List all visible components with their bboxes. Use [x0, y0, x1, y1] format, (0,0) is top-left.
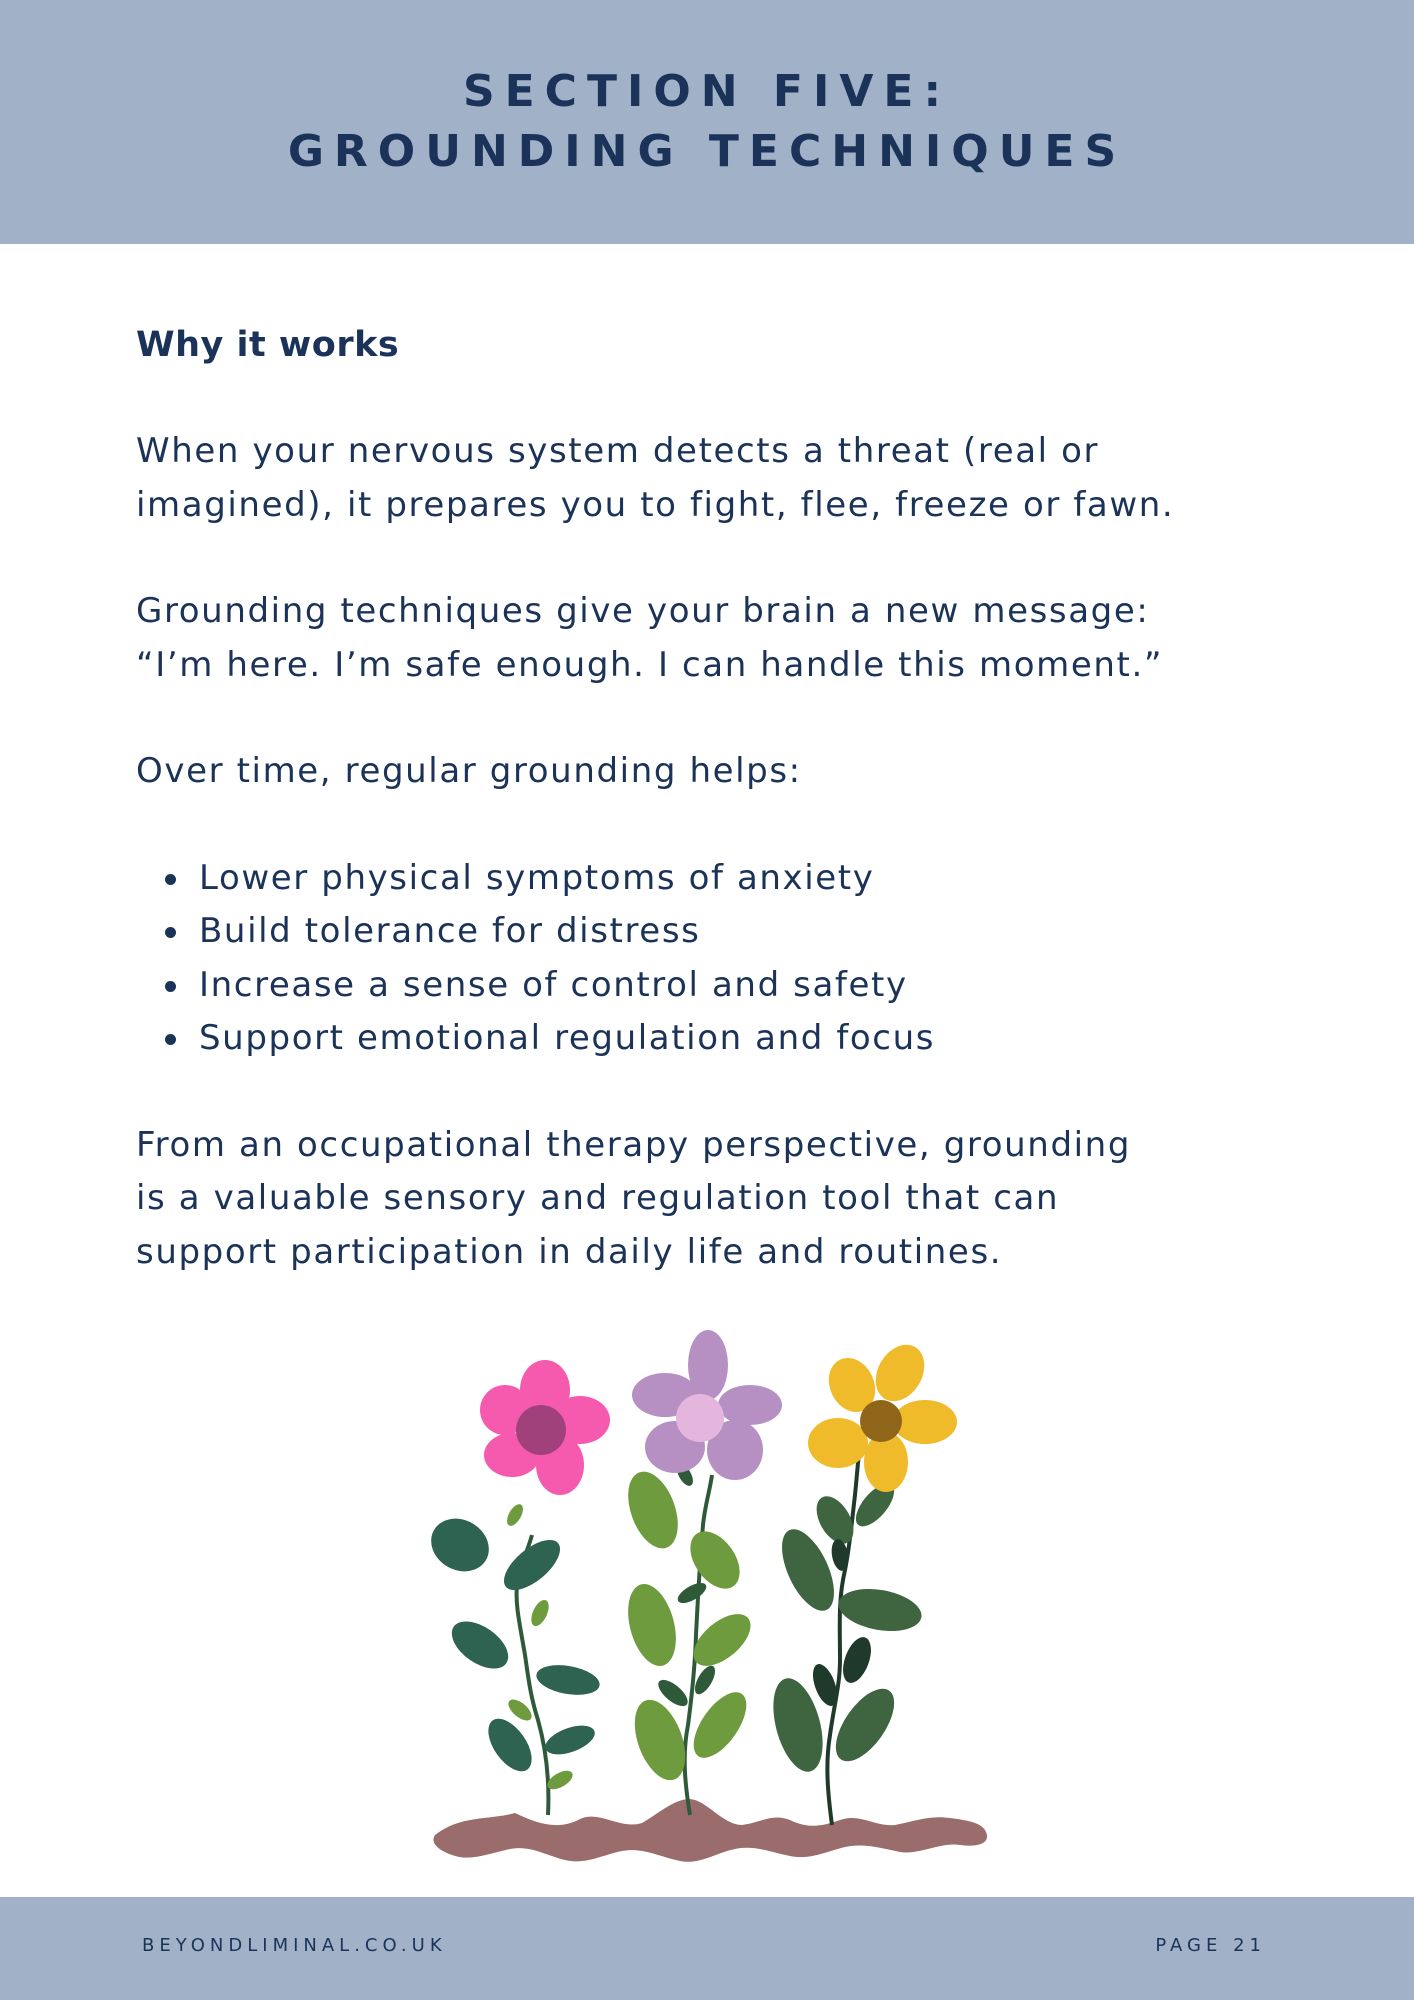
- paragraph-line: When your nervous system detects a threat (real or: [136, 431, 1100, 471]
- paragraph-line: Grounding techniques give your brain a new message:: [136, 591, 1150, 631]
- bullet-icon: [165, 981, 176, 992]
- paragraph-grounding-message: [136, 585, 1286, 692]
- paragraph-over-time: Over time, regular grounding helps:: [136, 751, 802, 791]
- three-flowers-illustration-icon: [420, 1325, 1000, 1875]
- page-footer: [0, 1897, 1414, 2000]
- page-number: PAGE 21: [1155, 1935, 1266, 1956]
- yellow-flower-icon: [764, 1336, 957, 1825]
- paragraph-threat: [136, 425, 1286, 532]
- bullet-icon: [165, 927, 176, 938]
- list-item: Build tolerance for distress: [199, 905, 1286, 959]
- subheading-why-it-works: Why it works: [136, 325, 400, 365]
- list-item: Support emotional regulation and focus: [199, 1012, 1286, 1066]
- paragraph-occupational-therapy: [136, 1119, 1286, 1280]
- bullet-icon: [165, 874, 176, 885]
- bullet-icon: [165, 1034, 176, 1045]
- soil-icon: [434, 1799, 988, 1862]
- list-item: Increase a sense of control and safety: [199, 959, 1286, 1013]
- benefits-list: [136, 852, 1286, 1066]
- section-header: [0, 0, 1414, 244]
- section-title-line-1: SECTION FIVE:: [462, 66, 952, 117]
- section-title-line-2: GROUNDING TECHNIQUES: [287, 126, 1127, 177]
- paragraph-line: “I’m here. I’m safe enough. I can handle this moment.”: [136, 644, 1164, 685]
- purple-flower-icon: [619, 1330, 782, 1815]
- paragraph-line: imagined), it prepares you to fight, flee, freeze or fawn.: [136, 484, 1175, 525]
- pink-flower-icon: [422, 1360, 610, 1815]
- paragraph-line: From an occupational therapy perspective, grounding: [136, 1124, 1132, 1165]
- page-content: [136, 318, 1286, 1332]
- list-item: Lower physical symptoms of anxiety: [199, 852, 1286, 906]
- paragraph-line: support participation in daily life and routines.: [136, 1231, 1003, 1272]
- website-url: BEYONDLIMINAL.CO.UK: [142, 1935, 447, 1956]
- paragraph-line: is a valuable sensory and regulation tool that can: [136, 1178, 1060, 1218]
